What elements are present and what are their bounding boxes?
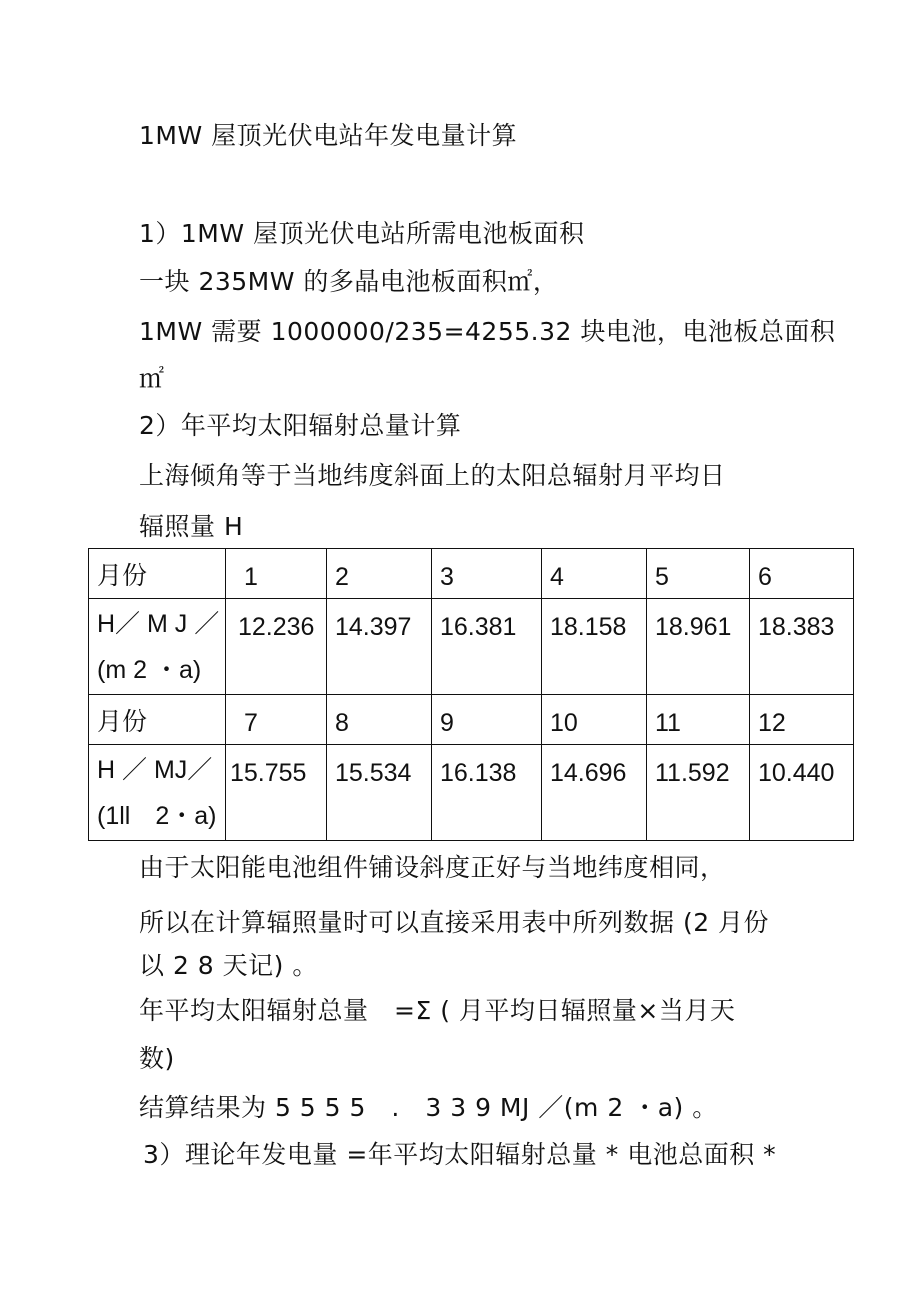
- table-cell: 5: [647, 549, 750, 599]
- table-cell: 4: [542, 549, 647, 599]
- irradiation-intro-line2: 辐照量 H: [139, 512, 244, 541]
- note-line2: 所以在计算辐照量时可以直接采用表中所列数据 (2 月份: [139, 908, 770, 937]
- table-cell: 18.158: [542, 599, 647, 695]
- panel-count-text: 1MW 需要 1000000/235=4255.32 块电池，电池板总面积: [139, 317, 836, 346]
- table-cell: 10: [542, 695, 647, 745]
- table-row: [89, 745, 854, 841]
- table-cell: 11: [647, 695, 750, 745]
- document-title: 1MW 屋顶光伏电站年发电量计算: [139, 121, 518, 150]
- table-cell: 7: [226, 695, 327, 745]
- table-cell: 18.383: [750, 599, 854, 695]
- table-cell: 16.138: [432, 745, 542, 841]
- panel-area-unit: ㎡: [139, 364, 165, 393]
- row-label: 月份: [89, 695, 226, 745]
- table-cell: 12.236: [226, 599, 327, 695]
- table-cell: 10.440: [750, 745, 854, 841]
- section3-heading: 3）理论年发电量 =年平均太阳辐射总量 * 电池总面积 *: [143, 1140, 777, 1169]
- table-cell: 16.381: [432, 599, 542, 695]
- section1-heading: 1）1MW 屋顶光伏电站所需电池板面积: [139, 219, 585, 248]
- table-cell: 3: [432, 549, 542, 599]
- note-line1: 由于太阳能电池组件铺设斜度正好与当地纬度相同，: [139, 853, 726, 882]
- table-row: [89, 599, 854, 695]
- note-line3: 以 2 8 天记) 。: [139, 951, 318, 980]
- row-label: H ／ MJ／ (1ll 2・a): [89, 745, 226, 841]
- section2-heading: 2）年平均太阳辐射总量计算: [139, 411, 462, 440]
- table-cell: 14.696: [542, 745, 647, 841]
- row-label: 月份: [89, 549, 226, 599]
- table-cell: 15.534: [327, 745, 432, 841]
- formula-line1: 年平均太阳辐射总量 =Σ ( 月平均日辐照量×当月天: [139, 996, 736, 1025]
- formula-line2: 数): [139, 1044, 175, 1073]
- panel-area-text: 一块 235MW 的多晶电池板面积㎡，: [139, 267, 559, 296]
- irradiation-intro-line1: 上海倾角等于当地纬度斜面上的太阳总辐射月平均日: [139, 461, 726, 490]
- table-cell: 9: [432, 695, 542, 745]
- table-row: [89, 695, 854, 745]
- table-cell: 8: [327, 695, 432, 745]
- irradiation-table: [88, 548, 854, 841]
- table-cell: 12: [750, 695, 854, 745]
- table-cell: 2: [327, 549, 432, 599]
- table-cell: 14.397: [327, 599, 432, 695]
- table-cell: 18.961: [647, 599, 750, 695]
- table-cell: 11.592: [647, 745, 750, 841]
- table-row: [89, 549, 854, 599]
- row-label: H／ M J ／ (m 2 ・a): [89, 599, 226, 695]
- table-cell: 15.755: [226, 745, 327, 841]
- table-cell: 6: [750, 549, 854, 599]
- result-text: 结算结果为 5 5 5 5 . 3 3 9 MJ ／(m 2 ・a) 。: [139, 1093, 718, 1122]
- table-cell: 1: [226, 549, 327, 599]
